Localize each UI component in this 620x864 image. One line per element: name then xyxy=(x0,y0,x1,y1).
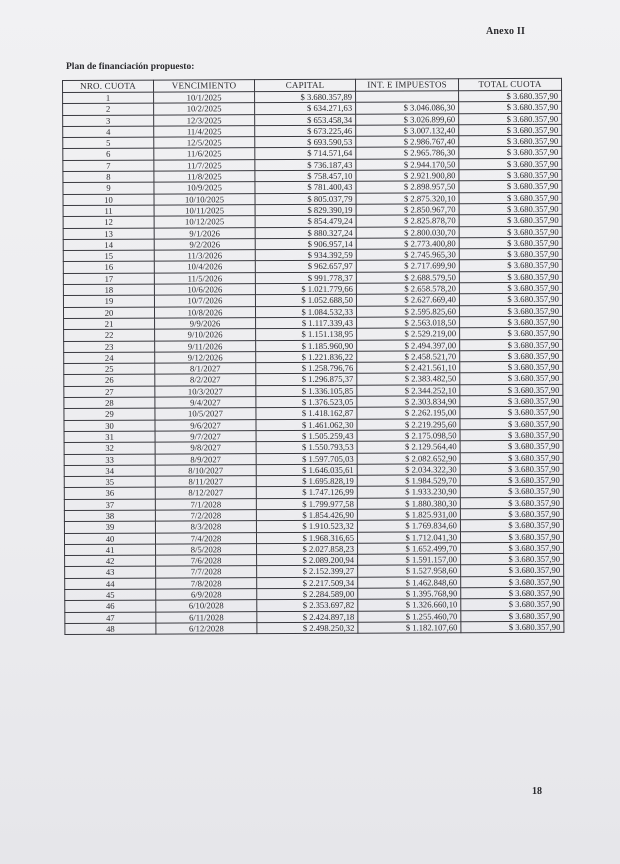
cell-capital: $ 2.027.858,23 xyxy=(257,543,358,555)
cell-total-cuota: $ 3.680.357,90 xyxy=(459,136,562,148)
cell-total-cuota: $ 3.680.357,90 xyxy=(460,474,563,486)
cell-capital: $ 1.597.705,03 xyxy=(256,453,357,465)
cell-nro-cuota: 17 xyxy=(63,273,154,285)
cell-nro-cuota: 12 xyxy=(63,216,154,228)
cell-intereses: $ 2.494.397,00 xyxy=(357,339,460,351)
cell-intereses: $ 2.627.669,40 xyxy=(356,294,459,306)
cell-total-cuota: $ 3.680.357,90 xyxy=(460,361,563,373)
col-header-nro-cuota: NRO. CUOTA xyxy=(63,80,154,92)
cell-vencimiento: 10/4/2026 xyxy=(154,261,255,273)
cell-capital: $ 962.657,97 xyxy=(255,261,356,273)
cell-total-cuota: $ 3.680.357,90 xyxy=(459,294,562,306)
cell-intereses: $ 3.007.132,40 xyxy=(356,125,459,137)
cell-intereses: $ 2.344.252,10 xyxy=(357,384,460,396)
cell-vencimiento: 9/2/2026 xyxy=(154,239,255,251)
cell-capital: $ 2.217.509,34 xyxy=(257,577,358,589)
cell-intereses: $ 2.688.579,50 xyxy=(356,272,459,284)
cell-capital: $ 1.376.523,05 xyxy=(256,396,357,408)
cell-nro-cuota: 19 xyxy=(63,295,154,307)
cell-capital: $ 934.392,59 xyxy=(255,249,356,261)
cell-intereses: $ 1.933.230,90 xyxy=(357,486,460,498)
cell-vencimiento: 10/11/2025 xyxy=(154,205,255,217)
cell-intereses: $ 2.262.195,00 xyxy=(357,407,460,419)
cell-nro-cuota: 15 xyxy=(63,250,154,262)
cell-nro-cuota: 22 xyxy=(64,329,155,341)
cell-capital: $ 1.505.259,43 xyxy=(256,430,357,442)
cell-nro-cuota: 44 xyxy=(65,578,156,590)
cell-nro-cuota: 31 xyxy=(64,431,155,443)
cell-intereses: $ 2.529.219,00 xyxy=(357,328,460,340)
cell-total-cuota: $ 3.680.357,90 xyxy=(459,158,562,170)
cell-capital: $ 805.037,79 xyxy=(255,193,356,205)
cell-capital: $ 693.590,53 xyxy=(255,136,356,148)
cell-capital: $ 1.296.875,37 xyxy=(256,374,357,386)
financing-plan-table xyxy=(62,78,564,635)
cell-capital: $ 854.479,24 xyxy=(255,215,356,227)
cell-nro-cuota: 42 xyxy=(65,555,156,567)
cell-nro-cuota: 35 xyxy=(64,476,155,488)
cell-nro-cuota: 43 xyxy=(65,567,156,579)
cell-nro-cuota: 20 xyxy=(63,307,154,319)
cell-intereses: $ 2.175.098,50 xyxy=(357,430,460,442)
cell-nro-cuota: 33 xyxy=(64,454,155,466)
cell-vencimiento: 10/8/2026 xyxy=(154,306,255,318)
cell-total-cuota: $ 3.680.357,90 xyxy=(460,486,563,498)
cell-nro-cuota: 32 xyxy=(64,442,155,454)
cell-vencimiento: 11/4/2025 xyxy=(154,126,255,138)
cell-vencimiento: 9/8/2027 xyxy=(155,442,256,454)
cell-total-cuota: $ 3.680.357,90 xyxy=(459,169,562,181)
cell-vencimiento: 9/7/2027 xyxy=(155,431,256,443)
cell-capital: $ 880.327,24 xyxy=(255,227,356,239)
cell-vencimiento: 7/2/2028 xyxy=(155,510,256,522)
col-header-intereses: INT. E IMPUESTOS xyxy=(355,79,458,91)
cell-intereses xyxy=(356,91,459,103)
cell-intereses: $ 2.034.322,30 xyxy=(357,464,460,476)
cell-vencimiento: 7/4/2028 xyxy=(155,532,256,544)
cell-intereses: $ 1.984.529,70 xyxy=(357,475,460,487)
cell-nro-cuota: 8 xyxy=(63,171,154,183)
cell-nro-cuota: 25 xyxy=(64,363,155,375)
cell-vencimiento: 12/5/2025 xyxy=(154,137,255,149)
cell-vencimiento: 8/10/2027 xyxy=(155,464,256,476)
cell-capital: $ 1.052.688,50 xyxy=(255,295,356,307)
cell-nro-cuota: 47 xyxy=(65,612,156,624)
cell-total-cuota: $ 3.680.357,90 xyxy=(460,339,563,351)
cell-vencimiento: 8/5/2028 xyxy=(156,544,257,556)
cell-intereses: $ 2.658.578,20 xyxy=(356,283,459,295)
cell-total-cuota: $ 3.680.357,90 xyxy=(461,553,564,565)
cell-total-cuota: $ 3.680.357,90 xyxy=(461,565,564,577)
cell-nro-cuota: 46 xyxy=(65,600,156,612)
cell-capital: $ 714.571,64 xyxy=(255,148,356,160)
cell-intereses: $ 2.921.900,80 xyxy=(356,170,459,182)
cell-nro-cuota: 21 xyxy=(64,318,155,330)
cell-nro-cuota: 16 xyxy=(63,262,154,274)
cell-capital: $ 2.152.399,27 xyxy=(257,566,358,578)
cell-intereses: $ 2.898.957,50 xyxy=(356,181,459,193)
cell-total-cuota: $ 3.680.357,90 xyxy=(459,260,562,272)
cell-total-cuota: $ 3.680.357,90 xyxy=(460,384,563,396)
cell-vencimiento: 9/1/2026 xyxy=(154,227,255,239)
cell-capital: $ 758.457,10 xyxy=(255,170,356,182)
cell-capital: $ 1.910.523,32 xyxy=(256,520,357,532)
cell-nro-cuota: 14 xyxy=(63,239,154,251)
cell-intereses: $ 2.850.967,70 xyxy=(356,204,459,216)
cell-intereses: $ 1.769.834,60 xyxy=(357,520,460,532)
cell-intereses: $ 1.880.380,30 xyxy=(357,497,460,509)
cell-vencimiento: 10/7/2026 xyxy=(154,295,255,307)
cell-intereses: $ 2.800.030,70 xyxy=(356,226,459,238)
cell-intereses: $ 2.129.564,40 xyxy=(357,441,460,453)
cell-capital: $ 673.225,46 xyxy=(255,125,356,137)
cell-total-cuota: $ 3.680.357,90 xyxy=(459,192,562,204)
cell-vencimiento: 7/8/2028 xyxy=(156,577,257,589)
cell-vencimiento: 10/1/2025 xyxy=(154,92,255,104)
cell-vencimiento: 11/7/2025 xyxy=(154,159,255,171)
cell-vencimiento: 11/3/2026 xyxy=(154,250,255,262)
cell-total-cuota: $ 3.680.357,90 xyxy=(460,407,563,419)
cell-intereses: $ 1.255.460,70 xyxy=(358,610,461,622)
cell-vencimiento: 9/6/2027 xyxy=(155,419,256,431)
cell-vencimiento: 8/1/2027 xyxy=(155,363,256,375)
cell-capital: $ 2.424.897,18 xyxy=(257,611,358,623)
page-number: 18 xyxy=(532,786,542,797)
cell-vencimiento: 6/9/2028 xyxy=(156,589,257,601)
cell-vencimiento: 8/11/2027 xyxy=(155,476,256,488)
cell-vencimiento: 11/5/2026 xyxy=(154,272,255,284)
cell-vencimiento: 6/11/2028 xyxy=(156,611,257,623)
cell-total-cuota: $ 3.680.357,90 xyxy=(461,621,564,633)
cell-vencimiento: 10/12/2025 xyxy=(154,216,255,228)
cell-capital: $ 1.221.836,22 xyxy=(256,351,357,363)
cell-capital: $ 1.418.162,87 xyxy=(256,408,357,420)
cell-nro-cuota: 28 xyxy=(64,397,155,409)
cell-capital: $ 634.271,63 xyxy=(255,103,356,115)
cell-intereses: $ 2.965.786,30 xyxy=(356,147,459,159)
cell-capital: $ 1.550.793,53 xyxy=(256,441,357,453)
cell-vencimiento: 8/9/2027 xyxy=(155,453,256,465)
cell-intereses: $ 3.046.086,30 xyxy=(356,102,459,114)
cell-nro-cuota: 23 xyxy=(64,341,155,353)
cell-nro-cuota: 27 xyxy=(64,386,155,398)
cell-total-cuota: $ 3.680.357,90 xyxy=(459,226,562,238)
cell-total-cuota: $ 3.680.357,90 xyxy=(459,113,562,125)
cell-capital: $ 2.089.200,94 xyxy=(257,554,358,566)
cell-vencimiento: 8/3/2028 xyxy=(155,521,256,533)
cell-capital: $ 736.187,43 xyxy=(255,159,356,171)
cell-vencimiento: 10/9/2025 xyxy=(154,182,255,194)
cell-total-cuota: $ 3.680.357,90 xyxy=(461,576,564,588)
cell-intereses: $ 1.712.041,30 xyxy=(357,531,460,543)
cell-vencimiento: 8/2/2027 xyxy=(155,374,256,386)
cell-total-cuota: $ 3.680.357,90 xyxy=(459,124,562,136)
cell-nro-cuota: 30 xyxy=(64,420,155,432)
cell-vencimiento: 6/10/2028 xyxy=(156,600,257,612)
cell-intereses: $ 1.326.660,10 xyxy=(358,599,461,611)
cell-intereses: $ 1.182.107,60 xyxy=(358,622,461,634)
cell-nro-cuota: 40 xyxy=(64,533,155,545)
cell-vencimiento: 9/11/2026 xyxy=(155,340,256,352)
cell-vencimiento: 6/12/2028 xyxy=(156,623,257,635)
cell-vencimiento: 9/12/2026 xyxy=(155,351,256,363)
cell-nro-cuota: 48 xyxy=(65,623,156,635)
table-row xyxy=(65,621,564,634)
cell-intereses: $ 1.395.768,90 xyxy=(358,588,461,600)
cell-capital: $ 2.498.250,32 xyxy=(257,622,358,634)
col-header-total-cuota: TOTAL CUOTA xyxy=(458,78,561,90)
cell-nro-cuota: 41 xyxy=(65,544,156,556)
cell-total-cuota: $ 3.680.357,90 xyxy=(459,237,562,249)
cell-nro-cuota: 39 xyxy=(64,521,155,533)
annex-label: Anexo II xyxy=(486,26,526,37)
cell-capital: $ 991.778,37 xyxy=(255,272,356,284)
cell-intereses: $ 2.421.561,10 xyxy=(357,362,460,374)
cell-vencimiento: 10/5/2027 xyxy=(155,408,256,420)
cell-intereses: $ 2.986.767,40 xyxy=(356,136,459,148)
cell-total-cuota: $ 3.680.357,90 xyxy=(461,587,564,599)
cell-nro-cuota: 45 xyxy=(65,589,156,601)
cell-total-cuota: $ 3.680.357,90 xyxy=(460,328,563,340)
cell-capital: $ 1.151.138,95 xyxy=(256,328,357,340)
cell-total-cuota: $ 3.680.357,90 xyxy=(459,215,562,227)
cell-total-cuota: $ 3.680.357,90 xyxy=(460,395,563,407)
cell-total-cuota: $ 3.680.357,90 xyxy=(460,520,563,532)
cell-vencimiento: 11/6/2025 xyxy=(154,148,255,160)
cell-capital: $ 781.400,43 xyxy=(255,182,356,194)
cell-total-cuota: $ 3.680.357,90 xyxy=(461,610,564,622)
cell-total-cuota: $ 3.680.357,90 xyxy=(460,441,563,453)
cell-capital: $ 829.390,19 xyxy=(255,204,356,216)
cell-intereses: $ 2.458.521,70 xyxy=(357,351,460,363)
cell-total-cuota: $ 3.680.357,90 xyxy=(460,497,563,509)
cell-vencimiento: 11/8/2025 xyxy=(154,171,255,183)
cell-vencimiento: 12/3/2025 xyxy=(154,114,255,126)
cell-intereses: $ 2.595.825,60 xyxy=(356,305,459,317)
cell-intereses: $ 2.944.170,50 xyxy=(356,159,459,171)
cell-nro-cuota: 38 xyxy=(64,510,155,522)
cell-nro-cuota: 18 xyxy=(63,284,154,296)
cell-capital: $ 653.458,34 xyxy=(255,114,356,126)
cell-capital: $ 1.799.977,58 xyxy=(256,498,357,510)
cell-capital: $ 1.854.426,90 xyxy=(256,509,357,521)
cell-nro-cuota: 11 xyxy=(63,205,154,217)
cell-total-cuota: $ 3.680.357,90 xyxy=(460,373,563,385)
cell-intereses: $ 2.773.400,80 xyxy=(356,238,459,250)
cell-total-cuota: $ 3.680.357,90 xyxy=(459,248,562,260)
cell-nro-cuota: 2 xyxy=(63,103,154,115)
cell-intereses: $ 2.825.878,70 xyxy=(356,215,459,227)
table-body xyxy=(63,90,564,634)
plan-title: Plan de financiación propuesto: xyxy=(66,62,195,72)
cell-intereses: $ 1.462.848,60 xyxy=(358,577,461,589)
cell-capital: $ 1.117.339,43 xyxy=(256,317,357,329)
cell-nro-cuota: 13 xyxy=(63,228,154,240)
cell-intereses: $ 2.303.834,90 xyxy=(357,396,460,408)
cell-total-cuota: $ 3.680.357,90 xyxy=(461,599,564,611)
cell-vencimiento: 8/12/2027 xyxy=(155,487,256,499)
cell-capital: $ 906.957,14 xyxy=(255,238,356,250)
cell-total-cuota: $ 3.680.357,90 xyxy=(460,350,563,362)
cell-intereses: $ 2.383.482,50 xyxy=(357,373,460,385)
cell-nro-cuota: 3 xyxy=(63,115,154,127)
cell-nro-cuota: 4 xyxy=(63,126,154,138)
cell-capital: $ 1.021.779,66 xyxy=(255,283,356,295)
cell-total-cuota: $ 3.680.357,90 xyxy=(459,271,562,283)
cell-capital: $ 1.336.105,85 xyxy=(256,385,357,397)
cell-capital: $ 2.353.697,82 xyxy=(257,600,358,612)
cell-total-cuota: $ 3.680.357,90 xyxy=(459,102,562,114)
cell-nro-cuota: 34 xyxy=(64,465,155,477)
cell-vencimiento: 10/6/2026 xyxy=(154,284,255,296)
cell-nro-cuota: 10 xyxy=(63,194,154,206)
cell-nro-cuota: 9 xyxy=(63,182,154,194)
col-header-capital: CAPITAL xyxy=(255,79,356,91)
cell-nro-cuota: 37 xyxy=(64,499,155,511)
cell-nro-cuota: 29 xyxy=(64,408,155,420)
cell-total-cuota: $ 3.680.357,90 xyxy=(460,508,563,520)
cell-vencimiento: 10/10/2025 xyxy=(154,193,255,205)
cell-total-cuota: $ 3.680.357,90 xyxy=(459,282,562,294)
cell-intereses: $ 2.219.295,60 xyxy=(357,418,460,430)
cell-intereses: $ 1.652.499,70 xyxy=(358,543,461,555)
cell-total-cuota: $ 3.680.357,90 xyxy=(460,452,563,464)
cell-nro-cuota: 5 xyxy=(63,137,154,149)
cell-total-cuota: $ 3.680.357,90 xyxy=(459,305,562,317)
cell-capital: $ 1.258.796,76 xyxy=(256,362,357,374)
cell-nro-cuota: 6 xyxy=(63,149,154,161)
cell-nro-cuota: 7 xyxy=(63,160,154,172)
cell-vencimiento: 7/7/2028 xyxy=(156,566,257,578)
cell-intereses: $ 1.591.157,00 xyxy=(358,554,461,566)
cell-capital: $ 1.185.960,90 xyxy=(256,340,357,352)
cell-total-cuota: $ 3.680.357,90 xyxy=(460,316,563,328)
cell-capital: $ 1.084.532,33 xyxy=(255,306,356,318)
cell-capital: $ 3.680.357,89 xyxy=(255,91,356,103)
cell-total-cuota: $ 3.680.357,90 xyxy=(459,90,562,102)
cell-vencimiento: 9/4/2027 xyxy=(155,397,256,409)
cell-total-cuota: $ 3.680.357,90 xyxy=(461,542,564,554)
cell-capital: $ 1.747.126,99 xyxy=(256,487,357,499)
cell-intereses: $ 2.875.320,10 xyxy=(356,192,459,204)
cell-nro-cuota: 24 xyxy=(64,352,155,364)
cell-intereses: $ 2.563.018,50 xyxy=(357,317,460,329)
cell-intereses: $ 1.825.931,00 xyxy=(357,509,460,521)
cell-nro-cuota: 1 xyxy=(63,92,154,104)
cell-vencimiento: 7/1/2028 xyxy=(155,498,256,510)
cell-intereses: $ 2.717.699,90 xyxy=(356,260,459,272)
cell-total-cuota: $ 3.680.357,90 xyxy=(460,429,563,441)
cell-total-cuota: $ 3.680.357,90 xyxy=(460,531,563,543)
cell-intereses: $ 3.026.899,60 xyxy=(356,113,459,125)
cell-total-cuota: $ 3.680.357,90 xyxy=(460,463,563,475)
cell-vencimiento: 9/10/2026 xyxy=(155,329,256,341)
cell-intereses: $ 2.745.965,30 xyxy=(356,249,459,261)
cell-intereses: $ 1.527.958,60 xyxy=(358,565,461,577)
cell-capital: $ 1.646.035,61 xyxy=(256,464,357,476)
cell-vencimiento: 9/9/2026 xyxy=(155,318,256,330)
cell-capital: $ 1.461.062,30 xyxy=(256,419,357,431)
cell-total-cuota: $ 3.680.357,90 xyxy=(460,418,563,430)
cell-nro-cuota: 26 xyxy=(64,375,155,387)
cell-capital: $ 1.695.828,19 xyxy=(256,475,357,487)
cell-total-cuota: $ 3.680.357,90 xyxy=(459,181,562,193)
col-header-vencimiento: VENCIMIENTO xyxy=(154,80,255,92)
cell-total-cuota: $ 3.680.357,90 xyxy=(459,203,562,215)
cell-vencimiento: 10/3/2027 xyxy=(155,385,256,397)
cell-capital: $ 2.284.589,00 xyxy=(257,588,358,600)
cell-capital: $ 1.968.316,65 xyxy=(256,532,357,544)
cell-vencimiento: 7/6/2028 xyxy=(156,555,257,567)
cell-total-cuota: $ 3.680.357,90 xyxy=(459,147,562,159)
cell-intereses: $ 2.082.652,90 xyxy=(357,452,460,464)
cell-nro-cuota: 36 xyxy=(64,487,155,499)
cell-vencimiento: 10/2/2025 xyxy=(154,103,255,115)
